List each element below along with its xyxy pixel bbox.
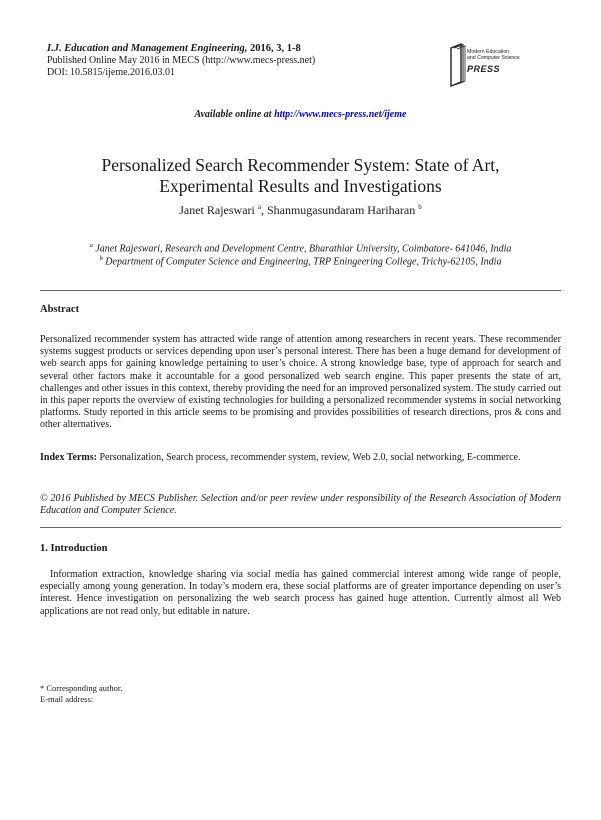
mecs-press-logo [449,40,559,90]
affiliation-a-sup: a [89,242,93,249]
affiliation-b-text: Department of Computer Science and Engineering, TRP Eningeering College, Trichy-62105, India [102,256,502,268]
introduction-heading: 1. Introduction [40,543,108,554]
email-address: E-mail address: [40,693,94,704]
index-terms [40,452,561,464]
abstract-heading: Abstract [40,304,80,315]
journal-link[interactable]: http://www.mecs-press.net/ijeme [274,109,407,120]
title-line2: Experimental Results and Investigations [159,176,442,196]
journal-header [47,43,301,55]
copyright-notice: © 2016 Published by MECS Publisher. Selection and/or peer review under responsibility of the Research Association of Modern Education and Computer Science. [40,493,561,517]
affiliation-b [40,253,561,268]
index-terms-label: Index Terms: [40,452,97,463]
corresponding-author: * Corresponding author. [40,683,123,693]
logo-press: PRESS [467,64,501,74]
divider-top [40,290,561,291]
doi: DOI: 10.5815/ijeme.2016.03.01 [47,67,176,78]
affiliation-b-sup: b [99,255,103,262]
logo-line2: and Computer Science [467,54,520,61]
divider-bottom [40,527,561,528]
availability-line [0,109,601,120]
journal-volume: 2016, 3, 1-8 [247,43,301,54]
affiliation-a-text: Janet Rajeswari, Research and Development Centre, Bharathiar University, Coimbatore- 641046, India [92,243,512,255]
author-1-sup: a [257,203,261,211]
authors [0,203,601,218]
author-2-sup: b [418,203,422,211]
abstract-body: Personalized recommender system has attracted wide range of attention among researchers in recent years. These recommender systems suggest products or services depending upon user’s personal interest. There has been a huge demand for development of web search apps for gaining knowledge pertaining to user’s choice. A strong knowledge base, type of approach for search and several other factors make it accountable for a good personalized web search engine. This paper presents the state of art, challenges and other issues in this context, thereby providing the need for an improved personalized system. The study carried out in this paper reports the overview of existing technologies for building a personalized recommender systems in social networking platforms. Study reported in this article seems to be promising and provides possibilities of research directions, pros & cons and other alternatives. [40,334,561,431]
logo-line1: Modern Education [467,49,510,55]
journal-name: I.J. Education and Management Engineering, [47,43,248,54]
author-1: Janet Rajeswari [179,203,258,217]
index-terms-list: Personalization, Search process, recommender system, review, Web 2.0, social networking, E-commerce. [96,452,521,463]
book-icon [449,42,467,88]
footnote [40,683,122,704]
author-2: , Shanmugasundaram Hariharan [260,203,419,217]
title-line1: Personalized Search Recommender System: State of Art, [101,155,500,175]
published-online: Published Online May 2016 in MECS (http://www.mecs-press.net) [47,55,316,66]
paper-title [60,155,541,197]
availability-prefix: Available online at [194,109,275,120]
introduction-body: Information extraction, knowledge sharing via social media has gained commercial interest among wide range of people, especially among young generation. In today’s modern era, these social platforms are of greater importance depending on user’s interest. Hence investigation on personalizing the web search process has gained huge attention. Currently almost all Web applications are not read only, but editable in nature. [40,569,561,617]
